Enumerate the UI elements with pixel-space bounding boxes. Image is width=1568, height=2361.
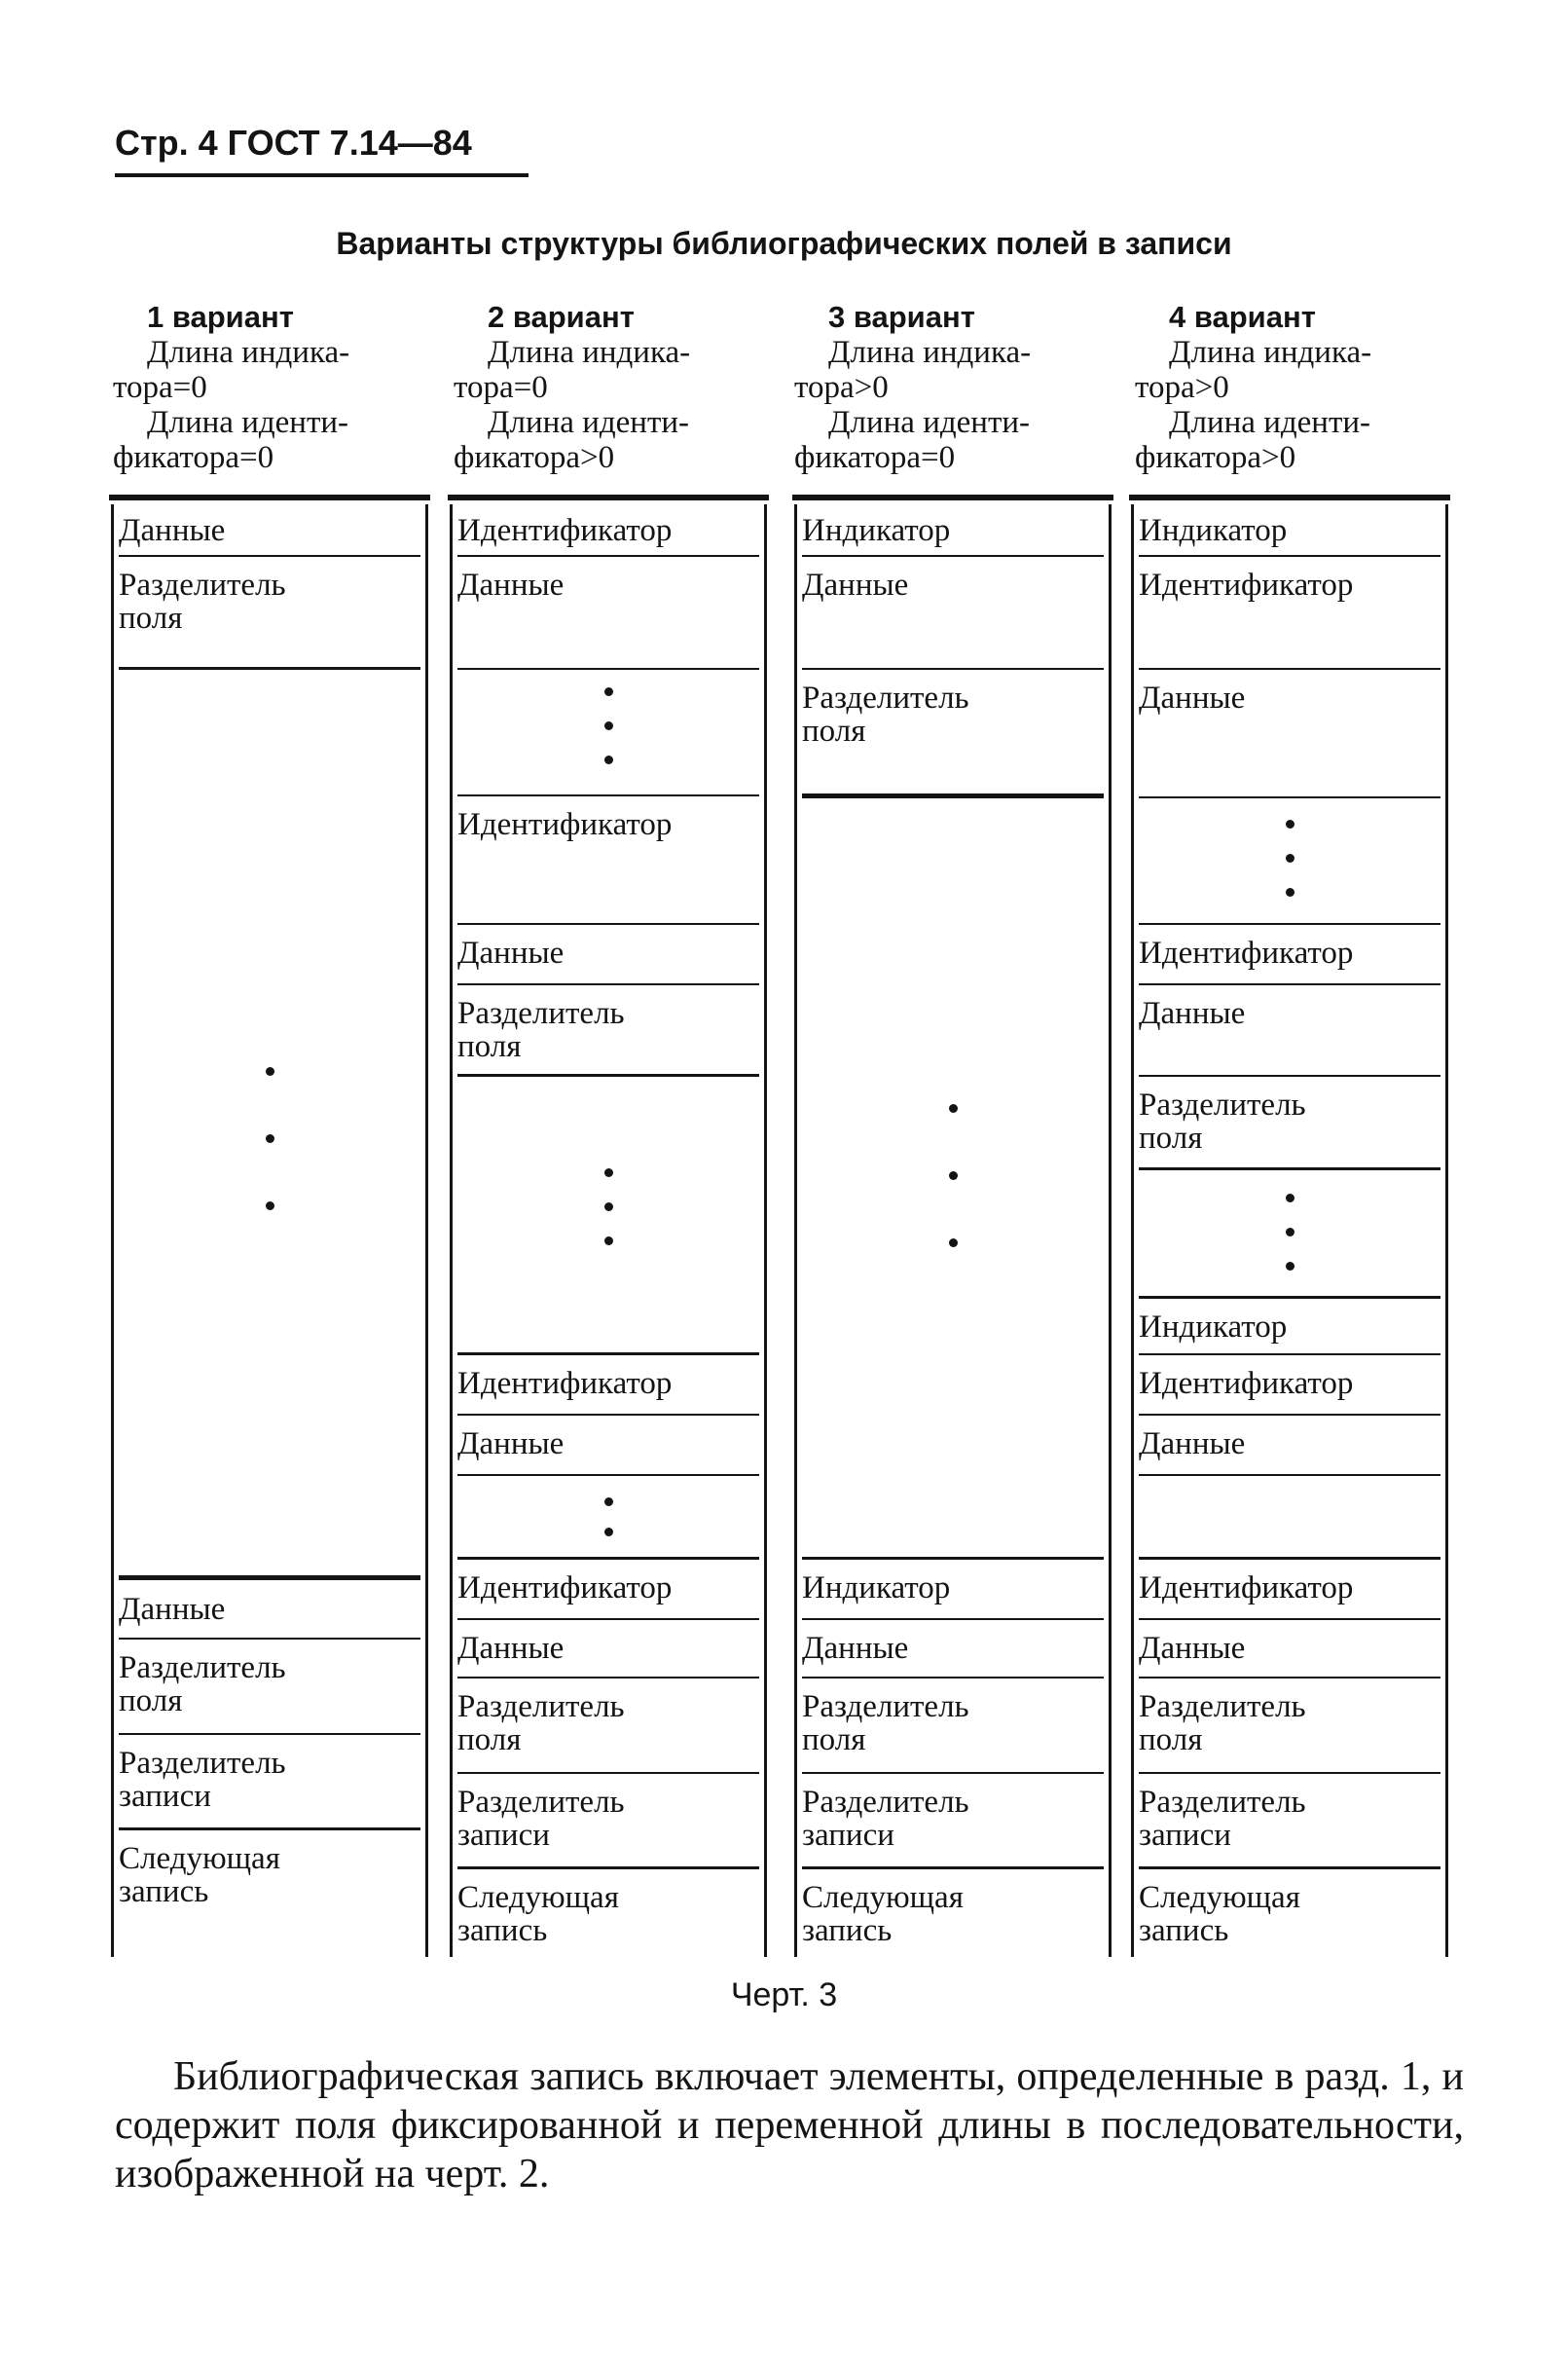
record-separator: Разделитель записи <box>119 1737 420 1830</box>
variant-line: тора>0 <box>1135 370 1229 405</box>
field-identifier: Идентификатор <box>457 504 759 557</box>
column-top-rule <box>448 495 769 500</box>
variant-line: Длина иденти- <box>488 405 690 440</box>
variant-line: Длина иденти- <box>828 405 1031 440</box>
variant-title: 4 вариант <box>1169 300 1316 334</box>
field-separator: Разделитель поля <box>1139 1079 1440 1170</box>
variant-line: Длина иденти- <box>1169 405 1371 440</box>
field-data: Данные <box>802 1622 1104 1679</box>
next-record: Следующая запись <box>457 1880 619 1948</box>
variant-3-header <box>794 300 1115 475</box>
field-identifier: Идентификатор <box>1139 559 1440 670</box>
field-separator: Разделитель поля <box>802 672 1104 798</box>
field-separator: Разделитель поля <box>457 1680 759 1774</box>
variant-4-header <box>1135 300 1456 475</box>
column-top-rule <box>1129 495 1450 500</box>
variant-2-column <box>450 504 767 1957</box>
field-separator: Разделитель поля <box>119 559 420 670</box>
next-record: Следующая запись <box>119 1841 280 1909</box>
variant-line: тора=0 <box>113 370 207 405</box>
body-paragraph <box>115 2052 1464 2198</box>
variant-3-column <box>794 504 1112 1957</box>
field-data: Данные <box>457 559 759 670</box>
next-record: Следующая запись <box>1139 1880 1300 1948</box>
gap <box>457 1079 759 1355</box>
field-separator: Разделитель поля <box>802 1680 1104 1774</box>
column-top-rule <box>109 495 430 500</box>
field-identifier: Идентификатор <box>1139 1562 1440 1620</box>
variant-line: Длина индика- <box>828 335 1032 370</box>
gap <box>1139 1478 1440 1560</box>
variant-1-column <box>111 504 428 1957</box>
field-identifier: Идентификатор <box>1139 927 1440 985</box>
variant-title: 2 вариант <box>488 300 635 334</box>
field-data: Данные <box>119 504 420 557</box>
variant-line: фикатора>0 <box>454 440 615 475</box>
field-indicator: Индикатор <box>1139 1301 1440 1355</box>
field-identifier: Идентификатор <box>457 1357 759 1416</box>
variant-line: фикатора>0 <box>1135 440 1296 475</box>
field-data: Данные <box>802 559 1104 670</box>
variant-line: Длина иденти- <box>147 405 349 440</box>
field-data: Данные <box>457 927 759 985</box>
next-record: Следующая запись <box>802 1880 964 1948</box>
group-divider <box>119 1575 420 1580</box>
variant-line: Длина индика- <box>1169 335 1372 370</box>
field-indicator: Индикатор <box>802 504 1104 557</box>
field-data: Данные <box>1139 1418 1440 1476</box>
field-data: Данные <box>457 1418 759 1476</box>
gap <box>457 672 759 796</box>
field-identifier: Идентификатор <box>457 1562 759 1620</box>
column-top-rule <box>792 495 1113 500</box>
variant-1-header <box>113 300 434 475</box>
page-header: Стр. 4 ГОСТ 7.14—84 <box>115 123 472 163</box>
field-identifier: Идентификатор <box>1139 1357 1440 1416</box>
field-data: Данные <box>457 1622 759 1679</box>
field-indicator: Индикатор <box>802 1562 1104 1620</box>
variant-line: тора=0 <box>454 370 548 405</box>
variant-line: Длина индика- <box>147 335 350 370</box>
field-data: Данные <box>1139 987 1440 1077</box>
paragraph-text: Библиографическая запись включает элементы, определенные в разд. 1, и содержит поля фиксированной и переменной длины в последовательности, изображенной на черт. 2. <box>115 2054 1464 2196</box>
figure-caption: Черт. 3 <box>730 1976 838 2013</box>
variant-4-column <box>1131 504 1448 1957</box>
variant-title: 3 вариант <box>828 300 975 334</box>
field-data: Данные <box>1139 1622 1440 1679</box>
record-separator: Разделитель записи <box>802 1776 1104 1869</box>
column-right-edge <box>425 504 428 1957</box>
diagram-title: Варианты структуры библиографических полей в записи <box>336 226 1232 261</box>
field-separator: Разделитель поля <box>119 1642 420 1735</box>
variant-line: тора>0 <box>794 370 889 405</box>
gap <box>802 800 1104 1560</box>
header-rule <box>115 173 529 177</box>
gap <box>457 1478 759 1560</box>
field-data: Данные <box>119 1583 420 1640</box>
variant-line: Длина индика- <box>488 335 691 370</box>
record-separator: Разделитель записи <box>1139 1776 1440 1869</box>
field-identifier: Идентификатор <box>457 798 759 925</box>
field-data: Данные <box>1139 672 1440 798</box>
gap <box>1139 1172 1440 1299</box>
column-left-edge <box>111 504 114 1957</box>
variant-title: 1 вариант <box>147 300 294 334</box>
gap <box>1139 800 1440 925</box>
record-separator: Разделитель записи <box>457 1776 759 1869</box>
field-separator: Разделитель поля <box>1139 1680 1440 1774</box>
field-indicator: Индикатор <box>1139 504 1440 557</box>
field-separator: Разделитель поля <box>457 987 759 1077</box>
variant-line: фикатора=0 <box>113 440 274 475</box>
ellipsis-dots <box>111 1067 428 1210</box>
variant-2-header <box>454 300 775 475</box>
variant-line: фикатора=0 <box>794 440 956 475</box>
